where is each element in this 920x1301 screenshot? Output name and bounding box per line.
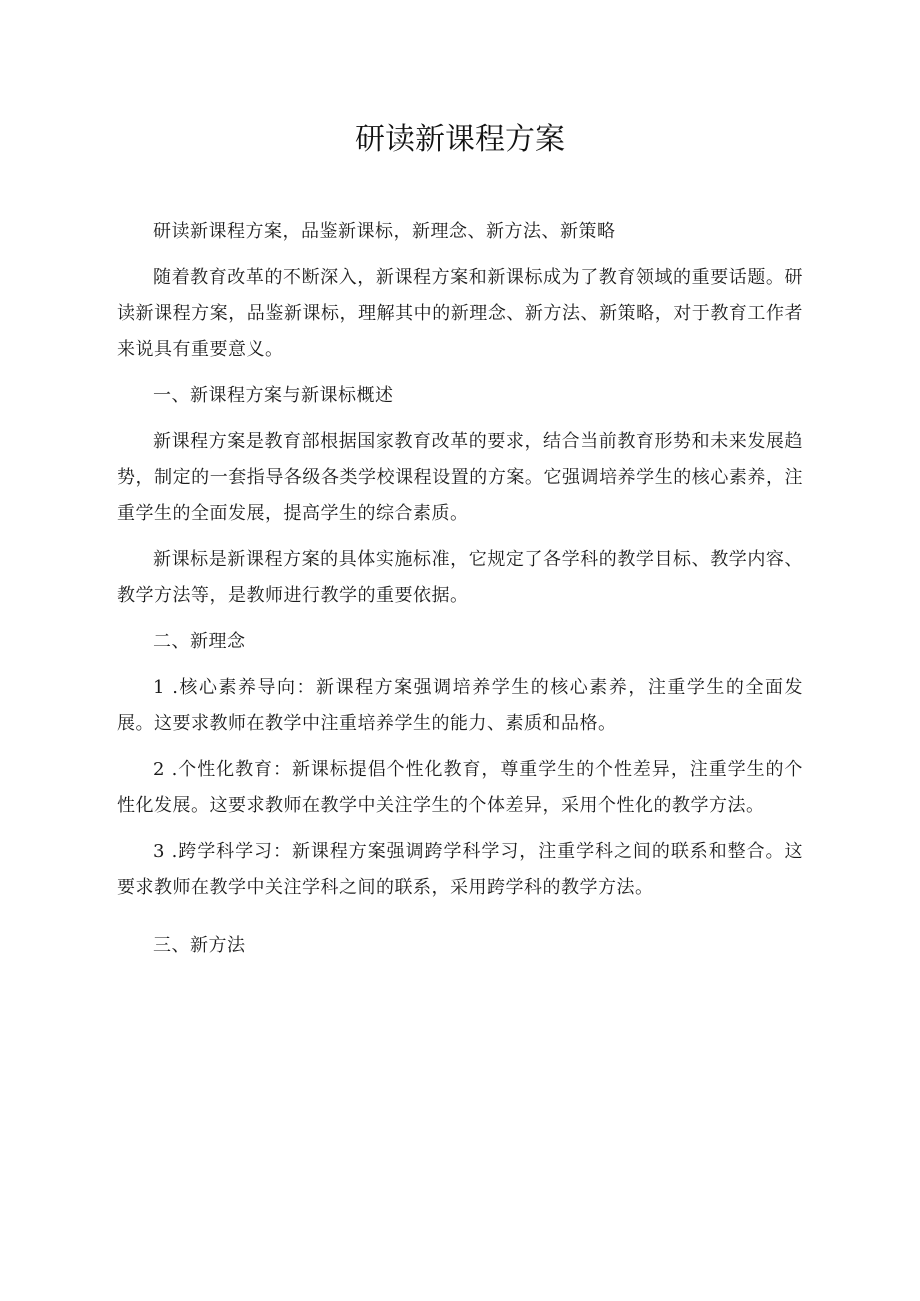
paragraph-subtitle: 研读新课程方案，品鉴新课标，新理念、新方法、新策略 bbox=[153, 221, 616, 242]
section-heading-new-methods: 三、新方法 bbox=[153, 935, 246, 956]
list-item-interdisciplinary-learning: 3 .跨学科学习：新课程方案强调跨学科学习，注重学科之间的联系和整合。这要求教师在教学中关注学科之间的联系，采用跨学科的教学方法。 bbox=[117, 841, 803, 898]
document-body bbox=[117, 214, 803, 964]
paragraph-intro: 随着教育改革的不断深入，新课程方案和新课标成为了教育领域的重要话题。研读新课程方案，品鉴新课标，理解其中的新理念、新方法、新策略，对于教育工作者来说具有重要意义。 bbox=[117, 267, 803, 360]
section-heading-overview: 一、新课程方案与新课标概述 bbox=[153, 385, 394, 406]
paragraph-program-overview: 新课程方案是教育部根据国家教育改革的要求，结合当前教育形势和未来发展趋势，制定的一套指导各级各类学校课程设置的方案。它强调培养学生的核心素养，注重学生的全面发展，提高学生的综合素质。 bbox=[117, 431, 803, 524]
list-item-core-literacy: 1 .核心素养导向：新课程方案强调培养学生的核心素养，注重学生的全面发展。这要求教师在教学中注重培养学生的能力、素质和品格。 bbox=[117, 677, 803, 734]
document-title: 研读新课程方案 bbox=[355, 122, 565, 157]
section-heading-new-concepts: 二、新理念 bbox=[153, 631, 246, 652]
list-item-personalized-education: 2 .个性化教育：新课标提倡个性化教育，尊重学生的个性差异，注重学生的个性化发展。这要求教师在教学中关注学生的个体差异，采用个性化的教学方法。 bbox=[117, 759, 803, 816]
paragraph-standard-overview: 新课标是新课程方案的具体实施标准，它规定了各学科的教学目标、教学内容、教学方法等，是教师进行教学的重要依据。 bbox=[117, 549, 803, 606]
